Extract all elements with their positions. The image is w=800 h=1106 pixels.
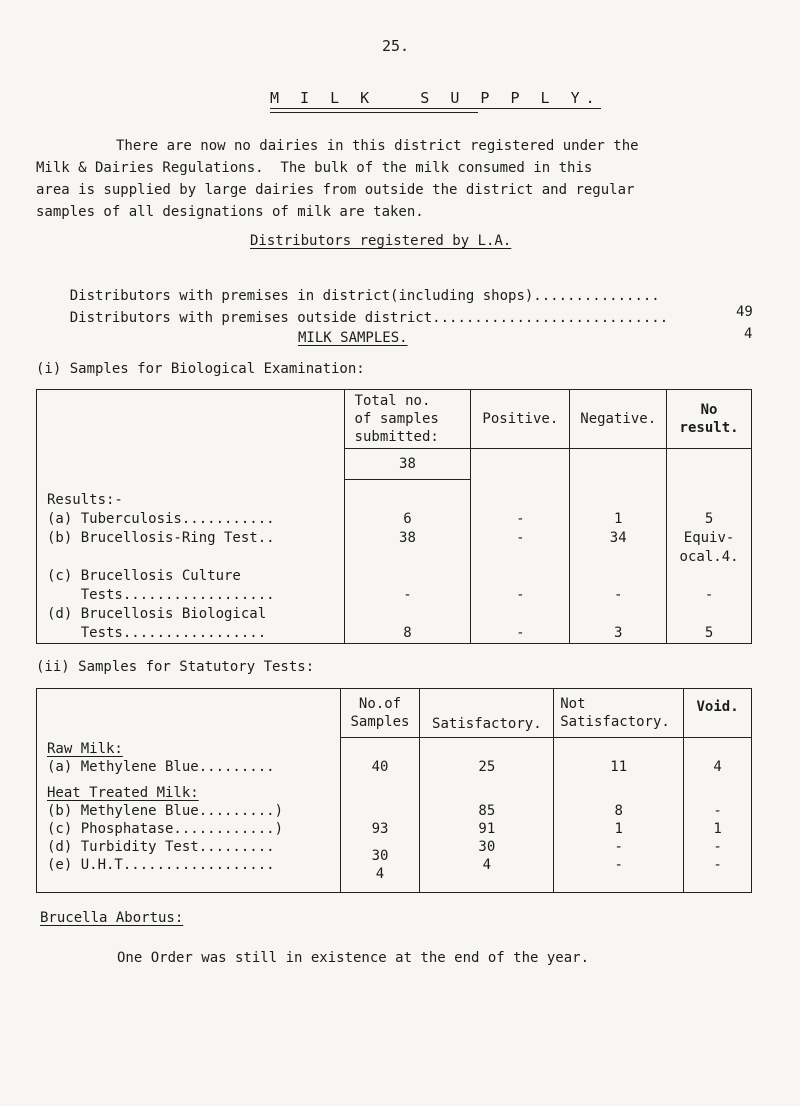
blank-header-cell xyxy=(37,689,341,738)
negative-d: 3 xyxy=(613,625,623,641)
heat-treated-heading: Heat Treated Milk: xyxy=(47,784,199,801)
total-b: 38 xyxy=(399,530,416,546)
positive-d: - xyxy=(516,625,525,641)
header-line: Satisfactory. xyxy=(560,714,670,730)
negative-b: 34 xyxy=(609,530,627,546)
not-satisfactory-c: 1 xyxy=(614,821,623,837)
total-a: 6 xyxy=(403,511,412,527)
no-result-header xyxy=(667,390,752,449)
heat-label-e: (e) U.H.T.................. xyxy=(47,856,275,873)
header-line: Total no. xyxy=(354,393,431,409)
satisfactory-header: Satisfactory. xyxy=(420,689,554,738)
header-line: Not xyxy=(560,696,586,712)
intro-line: samples of all designations of milk are taken. xyxy=(36,204,424,220)
satisfactory-b: 85 xyxy=(478,803,496,819)
page-title: M I L K S U P P L Y. xyxy=(270,89,601,107)
title-double-underline xyxy=(270,112,478,113)
total-column xyxy=(344,449,471,644)
not-satisfactory-e: - xyxy=(614,857,623,873)
void-c: 1 xyxy=(713,821,722,837)
satisfactory-e: 4 xyxy=(482,857,492,873)
results-label: Results:- xyxy=(47,491,123,508)
negative-a: 1 xyxy=(613,511,623,527)
heat-label-c: (c) Phosphatase............) xyxy=(47,820,284,837)
statutory-table xyxy=(36,688,752,893)
satisfactory-column xyxy=(420,738,554,893)
void-e: - xyxy=(713,857,722,873)
result-label-c: (c) Brucellosis Culture xyxy=(47,567,241,584)
positive-c: - xyxy=(516,587,525,603)
intro-line: Milk & Dairies Regulations. The bulk of the milk consumed in this xyxy=(36,160,593,176)
no-result-b2: ocal.4. xyxy=(679,549,739,565)
samples-d: 30 xyxy=(371,848,389,864)
total-d: 8 xyxy=(403,625,412,641)
total-header xyxy=(344,390,471,449)
samples-header xyxy=(340,689,420,738)
not-satisfactory-b: 8 xyxy=(614,803,623,819)
satisfactory-a: 25 xyxy=(478,759,496,775)
biological-table-title: (i) Samples for Biological Examination: xyxy=(36,361,365,377)
header-line: Samples xyxy=(350,714,410,730)
samples-bc: 93 xyxy=(371,821,389,837)
brucella-heading: Brucella Abortus: xyxy=(40,910,184,926)
milk-samples-heading: MILK SAMPLES. xyxy=(298,330,408,346)
result-label-d: (d) Brucellosis Biological xyxy=(47,605,267,622)
result-label-c2: Tests.................. xyxy=(47,586,275,603)
total-c: - xyxy=(403,587,412,603)
no-result-column xyxy=(667,449,752,644)
negative-c: - xyxy=(613,587,623,603)
not-satisfactory-header xyxy=(554,689,684,738)
brucella-text: One Order was still in existence at the end of the year. xyxy=(117,950,590,966)
void-header: Void. xyxy=(684,689,752,738)
results-labels-cell xyxy=(37,449,345,644)
blank-header-cell xyxy=(37,390,345,449)
negative-column xyxy=(570,449,667,644)
not-satisfactory-column xyxy=(554,738,684,893)
header-line: of samples xyxy=(354,411,439,427)
no-result-c: - xyxy=(704,587,714,603)
result-label-b: (b) Brucellosis-Ring Test.. xyxy=(47,529,275,546)
raw-milk-heading: Raw Milk: xyxy=(47,740,123,757)
void-a: 4 xyxy=(713,759,722,775)
raw-label-a: (a) Methylene Blue......... xyxy=(47,758,275,775)
void-d: - xyxy=(713,839,722,855)
samples-column xyxy=(340,738,420,893)
no-result-d: 5 xyxy=(704,625,714,641)
result-label-a: (a) Tuberculosis........... xyxy=(47,510,275,527)
satisfactory-d: 30 xyxy=(478,839,496,855)
distributor-label: Distributors with premises outside district............................ xyxy=(69,310,669,326)
header-line: submitted: xyxy=(354,429,439,445)
header-line: No.of xyxy=(358,696,402,712)
intro-line: area is supplied by large dairies from outside the district and regular xyxy=(36,182,635,198)
void-b: - xyxy=(713,803,722,819)
not-satisfactory-a: 11 xyxy=(610,759,628,775)
negative-header: Negative. xyxy=(570,390,667,449)
intro-line: There are now no dairies in this district registered under the xyxy=(116,138,639,154)
heat-label-d: (d) Turbidity Test......... xyxy=(47,838,275,855)
total-submitted: 38 xyxy=(345,449,471,480)
distributor-count: 4 xyxy=(744,326,753,342)
not-satisfactory-d: - xyxy=(614,839,623,855)
distributors-heading: Distributors registered by L.A. xyxy=(250,233,512,249)
header-line: No xyxy=(700,402,718,418)
no-result-b: Equiv- xyxy=(683,530,735,546)
void-column xyxy=(684,738,752,893)
heat-label-b: (b) Methylene Blue.........) xyxy=(47,802,284,819)
distributor-count: 49 xyxy=(736,304,753,320)
header-line: result. xyxy=(679,420,739,436)
statutory-table-title: (ii) Samples for Statutory Tests: xyxy=(36,659,315,675)
satisfactory-c: 91 xyxy=(478,821,496,837)
distributor-label: Distributors with premises in district(including shops)............... xyxy=(69,288,660,304)
no-result-a: 5 xyxy=(704,511,714,527)
positive-header: Positive. xyxy=(471,390,570,449)
result-label-d2: Tests................. xyxy=(47,624,267,641)
positive-column xyxy=(471,449,570,644)
biological-table xyxy=(36,389,752,644)
samples-e: 4 xyxy=(375,866,385,882)
page-number: 25. xyxy=(382,37,410,55)
statutory-labels-cell xyxy=(37,738,341,893)
samples-a: 40 xyxy=(371,759,389,775)
positive-b: - xyxy=(516,530,525,546)
positive-a: - xyxy=(516,511,525,527)
intro-paragraph xyxy=(36,135,756,223)
